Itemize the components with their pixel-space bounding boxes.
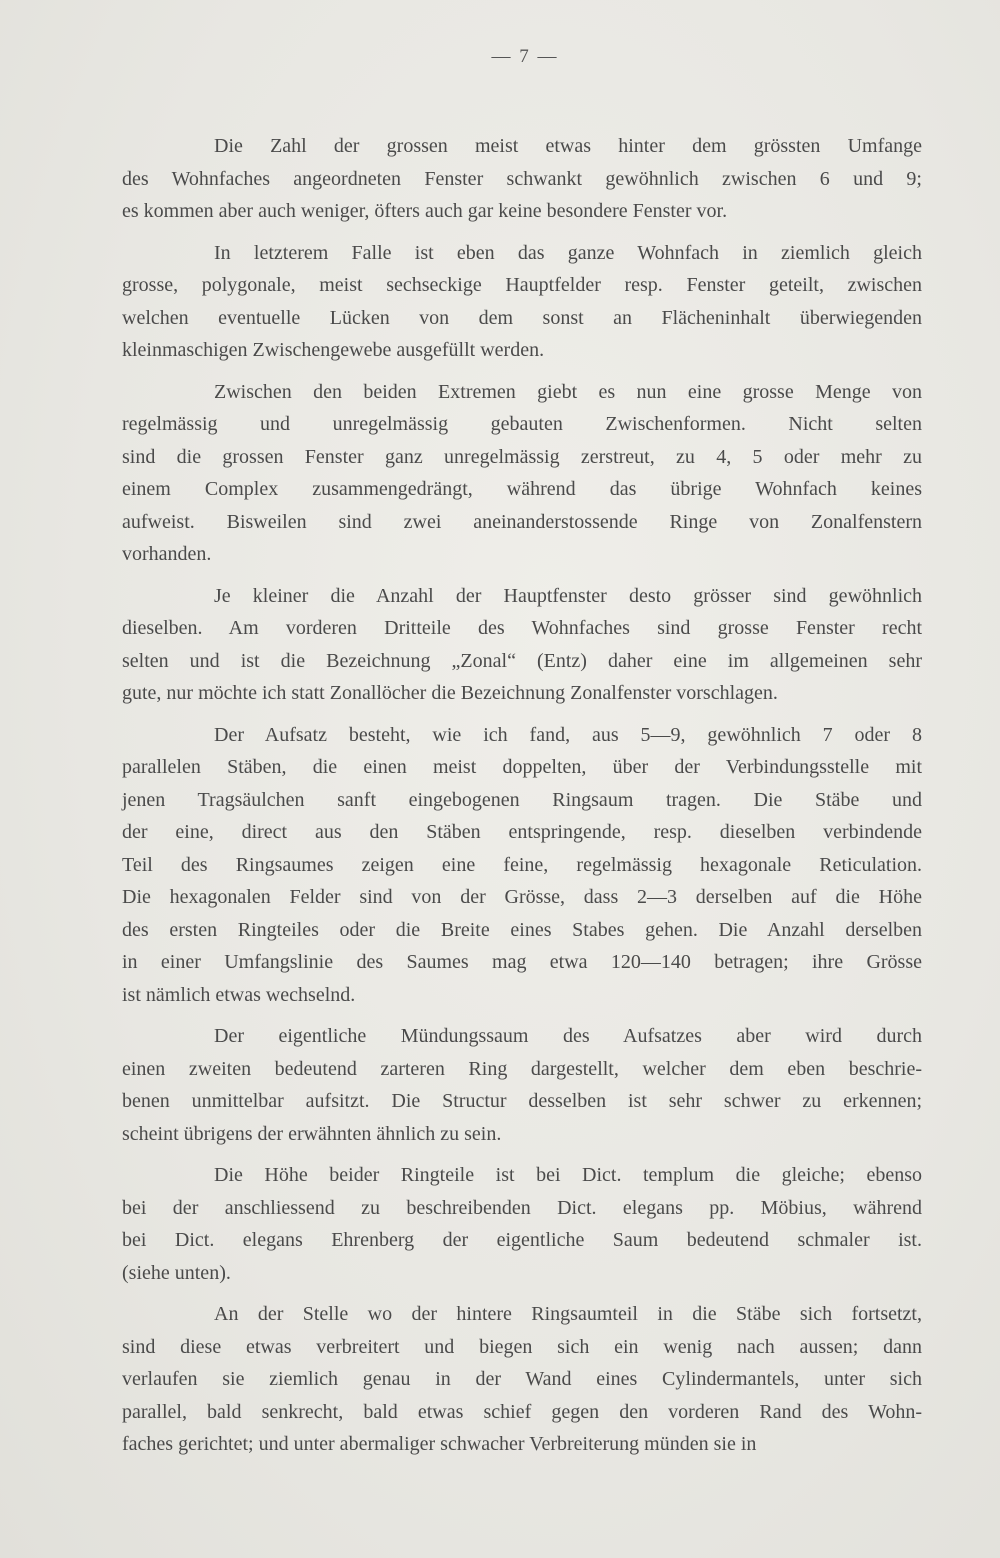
text-line: parallelen Stäben, die einen meist doppelten, über der Verbindungsstelle mit [122,756,922,778]
text-line: scheint übrigens der erwähnten ähnlich zu sein. [122,1122,502,1145]
paragraph [122,237,922,367]
text-line: Je kleiner die Anzahl der Hauptfenster desto grösser sind gewöhnlich [214,584,922,607]
text-line: In letzterem Falle ist eben das ganze Wohnfach in ziemlich gleich [214,241,922,264]
text-line: sind die grossen Fenster ganz unregelmässig zerstreut, zu 4, 5 oder mehr zu [122,445,922,468]
text-line: Die Höhe beider Ringteile ist bei Dict. templum die gleiche; ebenso [214,1164,922,1186]
paragraph [122,376,922,571]
text-line: einem Complex zusammengedrängt, während das übrige Wohnfach keines [122,478,922,500]
text-line: es kommen aber auch weniger, öfters auch gar keine besondere Fenster vor. [122,200,728,222]
text-line: dieselben. Am vorderen Dritteile des Wohnfaches sind grosse Fenster recht [122,617,922,639]
text-line: des Wohnfaches angeordneten Fenster schwankt gewöhnlich zwischen 6 und 9; [122,167,922,190]
text-line: in einer Umfangslinie des Saumes mag etwa 120—140 betragen; ihre Grösse [122,951,922,973]
text-line: bei Dict. elegans Ehrenberg der eigentliche Saum bedeutend schmaler ist. [122,1229,922,1251]
text-line: Die Zahl der grossen meist etwas hinter dem grössten Umfange [214,135,922,157]
text-line: gute, nur möchte ich statt Zonallöcher die Bezeichnung Zonalfenster vorschlagen. [122,682,778,704]
text-line: sind diese etwas verbreitert und biegen sich ein wenig nach aussen; dann [122,1335,922,1358]
text-line: des ersten Ringteiles oder die Breite eines Stabes gehen. Die Anzahl derselben [122,918,922,941]
text-line: bei der anschliessend zu beschreibenden Dict. elegans pp. Möbius, während [122,1196,922,1219]
text-line: welchen eventuelle Lücken von dem sonst an Flächeninhalt überwiegenden [122,306,922,329]
text-line: Der Aufsatz besteht, wie ich fand, aus 5—9, gewöhnlich 7 oder 8 [214,723,922,746]
text-line: An der Stelle wo der hintere Ringsaumteil in die Stäbe sich fortsetzt, [214,1303,922,1325]
text-line: (siehe unten). [122,1261,231,1284]
text-line: jenen Tragsäulchen sanft eingebogenen Ringsaum tragen. Die Stäbe und [122,788,922,811]
paragraph [122,719,922,1012]
body-text [122,130,922,1470]
text-line: Teil des Ringsaumes zeigen eine feine, regelmässig hexagonale Reticulation. [122,853,922,876]
text-line: ist nämlich etwas wechselnd. [122,983,356,1006]
paragraph [122,1298,922,1461]
text-line: grosse, polygonale, meist sechseckige Hauptfelder resp. Fenster geteilt, zwischen [122,274,922,296]
text-line: faches gerichtet; und unter abermaliger schwacher Verbreiterung münden sie in [122,1433,757,1455]
text-line: kleinmaschigen Zwischengewebe ausgefüllt werden. [122,339,545,361]
text-line: der eine, direct aus den Stäben entspringende, resp. dieselben verbindende [122,821,922,843]
paragraph [122,1159,922,1289]
page-number: — 7 — [491,46,559,67]
text-line: regelmässig und unregelmässig gebauten Zwischenformen. Nicht selten [122,413,922,435]
paragraph [122,1020,922,1150]
text-line: aufweist. Bisweilen sind zwei aneinanderstossende Ringe von Zonalfenstern [122,510,922,533]
paragraph [122,580,922,710]
text-line: Die hexagonalen Felder sind von der Grösse, dass 2—3 derselben auf die Höhe [122,886,922,908]
paragraph [122,130,922,228]
text-line: benen unmittelbar aufsitzt. Die Structur desselben ist sehr schwer zu erkennen; [122,1090,922,1112]
text-line: selten und ist die Bezeichnung „Zonal“ (Entz) daher eine im allgemeinen sehr [122,649,922,672]
text-line: einen zweiten bedeutend zarteren Ring dargestellt, welcher dem eben beschrie- [122,1057,922,1080]
text-line: Zwischen den beiden Extremen giebt es nun eine grosse Menge von [214,380,922,403]
text-line: verlaufen sie ziemlich genau in der Wand eines Cylindermantels, unter sich [122,1368,922,1390]
text-line: Der eigentliche Mündungssaum des Aufsatzes aber wird durch [214,1025,922,1047]
text-line: vorhanden. [122,543,212,565]
text-line: parallel, bald senkrecht, bald etwas schief gegen den vorderen Rand des Wohn- [122,1400,922,1423]
